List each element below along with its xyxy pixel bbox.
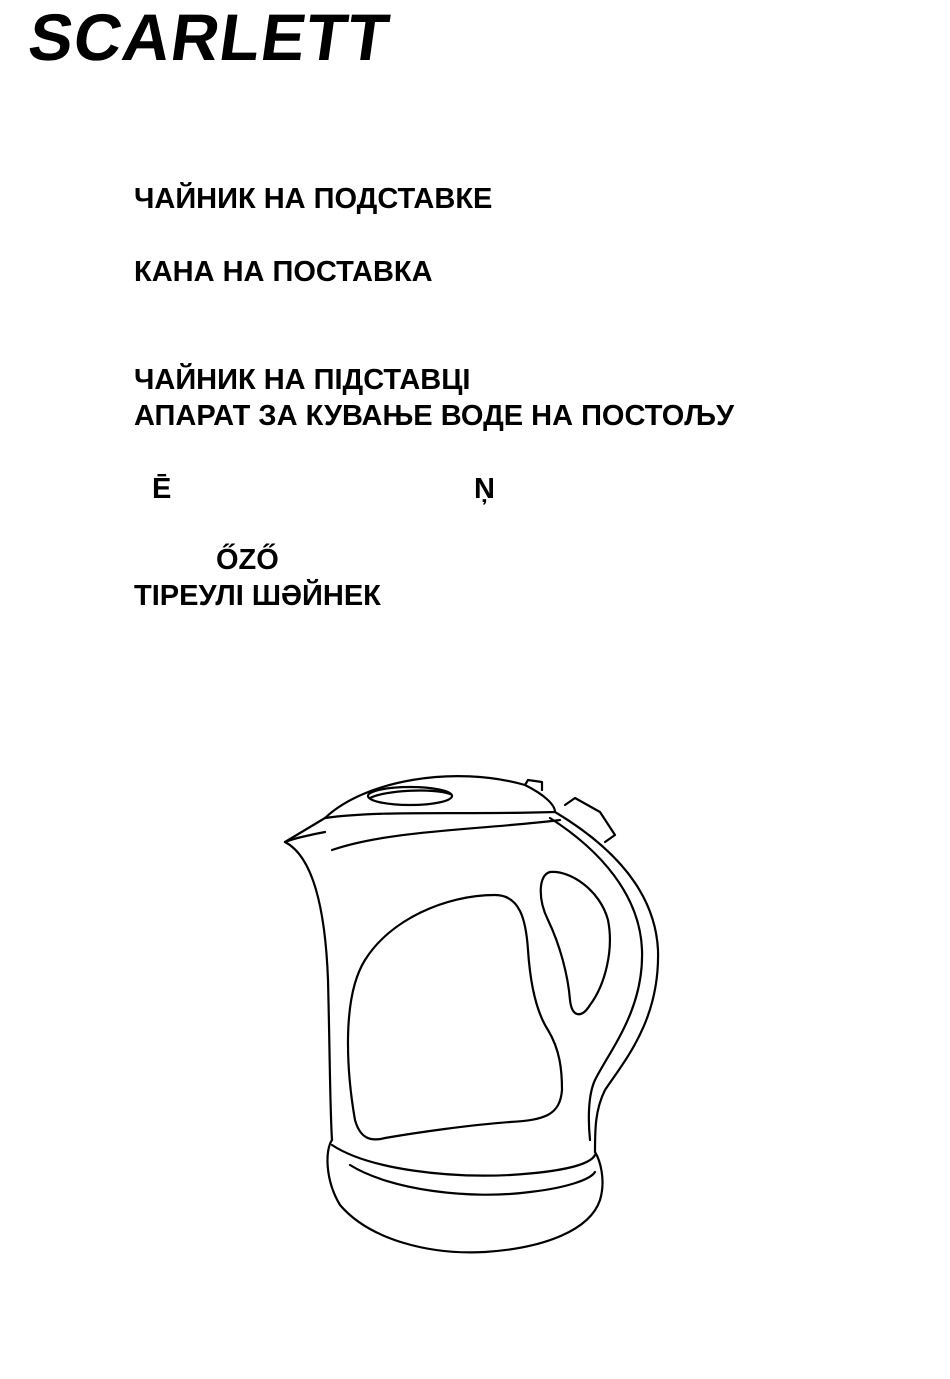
title-line6: ŐZŐ xyxy=(216,544,279,576)
brand-logo: SCARLETT xyxy=(24,0,395,74)
title-line5-left: Ē xyxy=(152,473,172,505)
title-line5-right: Ņ xyxy=(474,473,495,505)
title-ukrainian: ЧАЙНИК НА ПІДСТАВЦІ xyxy=(134,364,471,396)
title-russian: ЧАЙНИК НА ПОДСТАВКЕ xyxy=(134,183,493,215)
title-kazakh: ТІРЕУЛІ ШӘЙНЕК xyxy=(134,580,381,612)
title-serbian: АПАРАТ ЗА КУВАЊЕ ВОДЕ НА ПОСТОЉУ xyxy=(134,400,735,432)
title-bulgarian: КАНА НА ПОСТАВКА xyxy=(134,256,433,288)
kettle-icon xyxy=(270,760,670,1260)
